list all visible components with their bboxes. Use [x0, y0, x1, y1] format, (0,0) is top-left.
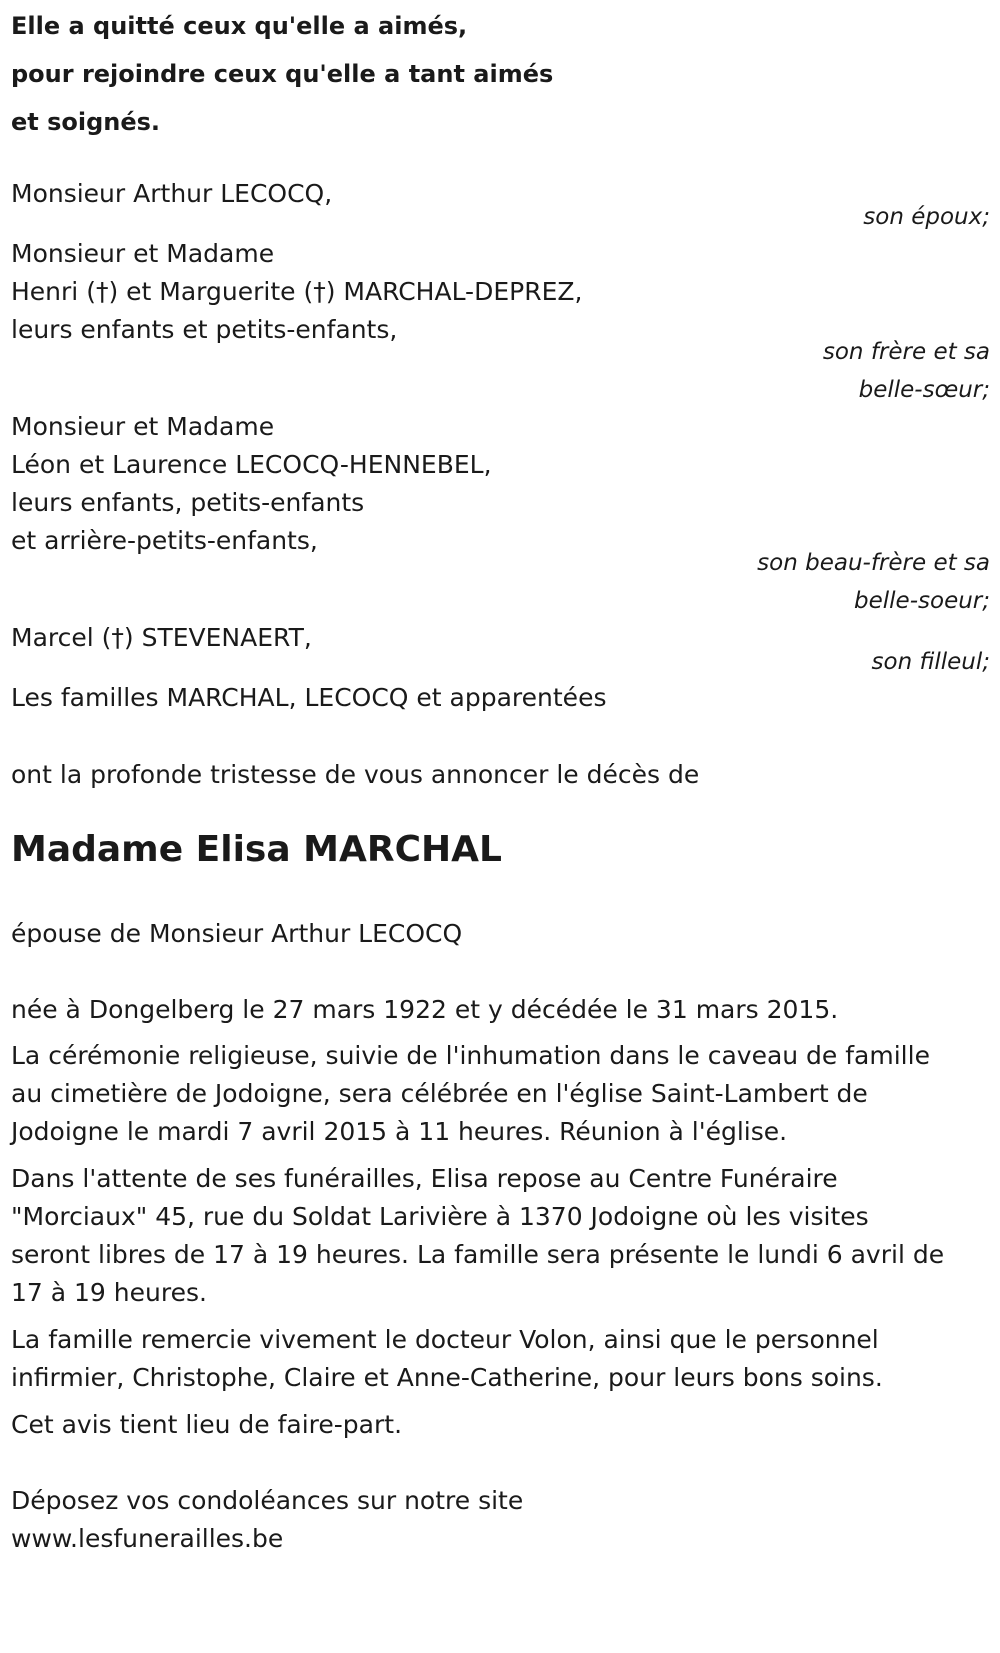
family-line: Monsieur et Madame: [11, 412, 275, 441]
relationship-line: son frère et sa: [822, 339, 990, 365]
ceremony-line: Jodoigne le mardi 7 avril 2015 à 11 heures. Réunion à l'église.: [11, 1117, 788, 1146]
relationship-line: son beau-frère et sa: [757, 550, 990, 576]
ceremony-line: La cérémonie religieuse, suivie de l'inhumation dans le caveau de famille: [11, 1041, 930, 1070]
condolences-block: [11, 1482, 523, 1558]
spouse-line: épouse de Monsieur Arthur LECOCQ: [11, 919, 463, 948]
thanks-line: La famille remercie vivement le docteur Volon, ainsi que le personnel: [11, 1325, 879, 1354]
families-line: Les familles MARCHAL, LECOCQ et apparentées: [11, 683, 607, 712]
relationship-line: son époux;: [863, 204, 990, 230]
relationship-brother: [823, 333, 990, 409]
visits-line: Dans l'attente de ses funérailles, Elisa repose au Centre Funéraire: [11, 1164, 838, 1193]
deceased-name: Madame Elisa MARCHAL: [11, 829, 502, 870]
relationship-godson: [872, 643, 990, 681]
visits-line: "Morciaux" 45, rue du Soldat Larivière à 1370 Jodoigne où les visites: [11, 1202, 869, 1231]
relationship-line: son filleul;: [871, 649, 990, 675]
condolences-url: www.lesfunerailles.be: [11, 1524, 284, 1553]
intro-line: Elle a quitté ceux qu'elle a aimés,: [11, 12, 468, 40]
relationship-line: belle-sœur;: [858, 377, 990, 403]
family-line: Monsieur Arthur LECOCQ,: [11, 179, 333, 208]
family-member-brother: [11, 235, 582, 349]
ceremony-line: au cimetière de Jodoigne, sera célébrée en l'église Saint-Lambert de: [11, 1079, 868, 1108]
family-line: Monsieur et Madame: [11, 239, 275, 268]
announcement-text: ont la profonde tristesse de vous annoncer le décès de: [11, 760, 700, 789]
ceremony-paragraph: [11, 1037, 996, 1151]
thanks-paragraph: [11, 1321, 996, 1397]
condolences-text: Déposez vos condoléances sur notre site: [11, 1486, 524, 1515]
thanks-line: infirmier, Christophe, Claire et Anne-Catherine, pour leurs bons soins.: [11, 1363, 883, 1392]
relationship-spouse: [863, 198, 990, 236]
family-line: et arrière-petits-enfants,: [11, 526, 318, 555]
relationship-line: belle-soeur;: [854, 588, 990, 614]
relationship-brother-in-law: [757, 544, 990, 620]
notice-line: Cet avis tient lieu de faire-part.: [11, 1410, 403, 1439]
visits-line: 17 à 19 heures.: [11, 1278, 207, 1307]
family-line: leurs enfants et petits-enfants,: [11, 315, 398, 344]
intro-verse: [11, 2, 553, 146]
family-line: leurs enfants, petits-enfants: [11, 488, 365, 517]
family-member-brother-in-law: [11, 408, 492, 560]
visits-line: seront libres de 17 à 19 heures. La famille sera présente le lundi 6 avril de: [11, 1240, 945, 1269]
family-member-spouse: [11, 175, 332, 213]
family-line: Henri (†) et Marguerite (†) MARCHAL-DEPREZ,: [11, 277, 583, 306]
family-line: Marcel (†) STEVENAERT,: [11, 623, 312, 652]
intro-line: et soignés.: [11, 108, 161, 136]
visits-paragraph: [11, 1160, 996, 1312]
intro-line: pour rejoindre ceux qu'elle a tant aimés: [11, 60, 554, 88]
birth-death-line: née à Dongelberg le 27 mars 1922 et y décédée le 31 mars 2015.: [11, 995, 839, 1024]
family-member-godson: [11, 619, 312, 657]
family-line: Léon et Laurence LECOCQ-HENNEBEL,: [11, 450, 492, 479]
